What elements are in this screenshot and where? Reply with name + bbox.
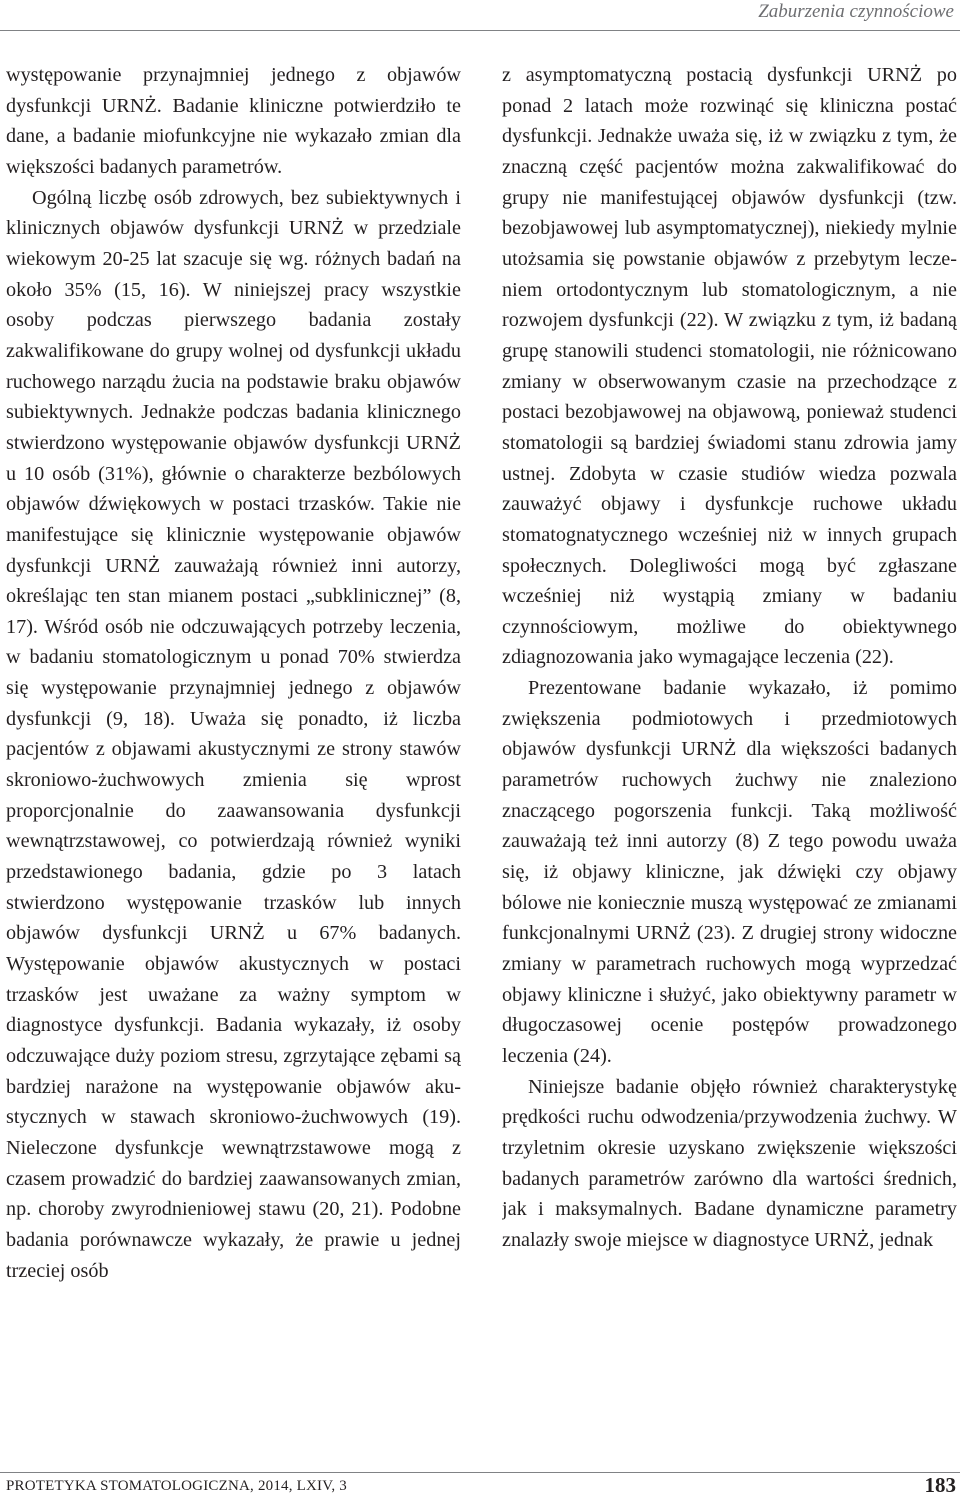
header-rule [0,30,960,31]
paragraph: występowanie przynajmniej jednego z objawów dysfunkcji URNŻ. Badanie kliniczne potwierdziło te dane, a badanie miofunkcyjne nie wykazało zmian dla większości badanych parametrów. [6,64,461,178]
right-column [502,60,957,1450]
journal-citation: PROTETYKA STOMATOLOGICZNA, 2014, LXIV, 3 [6,1478,347,1494]
paragraph: Ogólną liczbę osób zdrowych, bez subiektywnych i klinicznych objawów dysfunkcji URNŻ w przedziale wiekowym 20-25 lat szacuje się wg. różnych badań na około 35% (15, 16). W niniejszej pracy wszystkie osoby podczas pierwszego badania zostały zakwalifikowane do grupy wolnej od dysfunkcji układu ruchowego narządu żucia na podstawie braku objawów subiektywnych. Jednakże podczas badania klinicznego stwierdzono występowanie objawów dysfunkcji URNŻ u 10 osób (31%), głównie o charakterze bezbólowych objawów dźwiękowych w postaci trzasków. Takie nie manifestujące się klinicznie występowanie objawów dysfunkcji URNŻ zauważają również inni autorzy, określając ten stan mianem postaci „subklinicznej” (8, 17). Wśród osób nie odczuwających potrzeby leczenia, w badaniu stomatologicznym u ponad 70% stwierdza się występowanie przynajmniej jednego z objawów dysfunkcji (9, 18). Uważa się ponadto, iż liczba pacjentów z objawami akustycznymi ze strony stawów skroniowo-żuchwowych zmienia się wprost proporcjonalnie do zaawansowania dysfunkcji wewnątrzstawowej, co potwierdzają również wyniki przedstawionego badania, gdzie po 3 latach stwierdzono występowanie trzasków lub innych objawów dysfunkcji URNŻ u 67% badanych. Występowanie objawów akustycznych w postaci trzasków jest uważane za ważny symptom w diagnostyce dysfunkcji. Badania wykazały, iż osoby odczuwające duży poziom stresu, zgrzytające zębami są bardziej narażone na występowanie objawów akustycznych w stawach skroniowo-żuchwowych (19). Nieleczone dysfunkcje wewnątrzstawowe mogą z czasem prowadzić do bardziej zaawansowanych zmian, np. choroby zwyrodnieniowej stawu (20, 21). Podobne badania porównawcze wykazały, że prawie u jednej trzeciej osób [6,186,461,1282]
paragraph: z asymptomatyczną postacią dysfunkcji URNŻ po ponad 2 latach może rozwinąć się kliniczna postać dysfunkcji. Jednakże uważa się, iż w związku z tym, że znaczną część pacjentów można zakwalifikować do grupy nie manifestującej objawów dysfunkcji (tzw. bezobjawowej lub asymptomatycznej), niekiedy mylnie utożsamia się powstanie objawów z przebytym leczeniem ortodontycznym lub stomatologicznym, a nie rozwojem dysfunkcji (22). W związku z tym, iż badaną grupę stanowili studenci stomatologii, nie różnicowano zmiany w obserwowanym czasie na przechodzące z postaci bezobjawowej na objawową, ponieważ studenci stomatologii są bardziej świadomi stanu zdrowia jamy ustnej. Zdobyta w czasie studiów wiedza pozwala zauważyć objawy i dysfunkcje ruchowe układu stomatognatycznego wcześniej niż w innych grupach społecznych. Dolegliwości mogą być zgłaszane wcześniej niż wystąpią zmiany w badaniu czynnościowym, możliwe do obiektywnego zdiagnozowania jako wymagające leczenia (22). [502,64,957,669]
left-column [6,60,461,1450]
paragraph: Prezentowane badanie wykazało, iż pomimo zwiększenia podmiotowych i przedmiotowych objawów dysfunkcji URNŻ dla większości badanych parametrów ruchowych żuchwy nie znaleziono znaczącego pogorszenia funkcji. Taką możliwość zauważają też inni autorzy (8) Z tego powodu uważa się, iż objawy kliniczne, jak dźwięki czy objawy bólowe nie koniecznie muszą występować ze zmianami funkcjonalnymi URNŻ (23). Z drugiej strony widoczne zmiany w parametrach ruchowych mogą wyprzedzać objawy kliniczne i służyć, jako obiektywny parametr w długoczasowej ocenie postępów prowadzonego leczenia (24). [502,677,957,1067]
running-title: Zaburzenia czynnościowe [758,1,954,22]
footer-rule [0,1472,960,1473]
paragraph: Niniejsze badanie objęło również charakterystykę prędkości ruchu odwodzenia/przywodzenia żuchwy. W trzyletnim okresie uzyskano zwiększenie większości badanych parametrów zarówno dla wartości średnich, jak i maksymalnych. Badane dynamiczne parametry znalazły swoje miejsce w diagnostyce URNŻ, jednak [502,1075,957,1251]
page-number: 183 [924,1473,956,1497]
